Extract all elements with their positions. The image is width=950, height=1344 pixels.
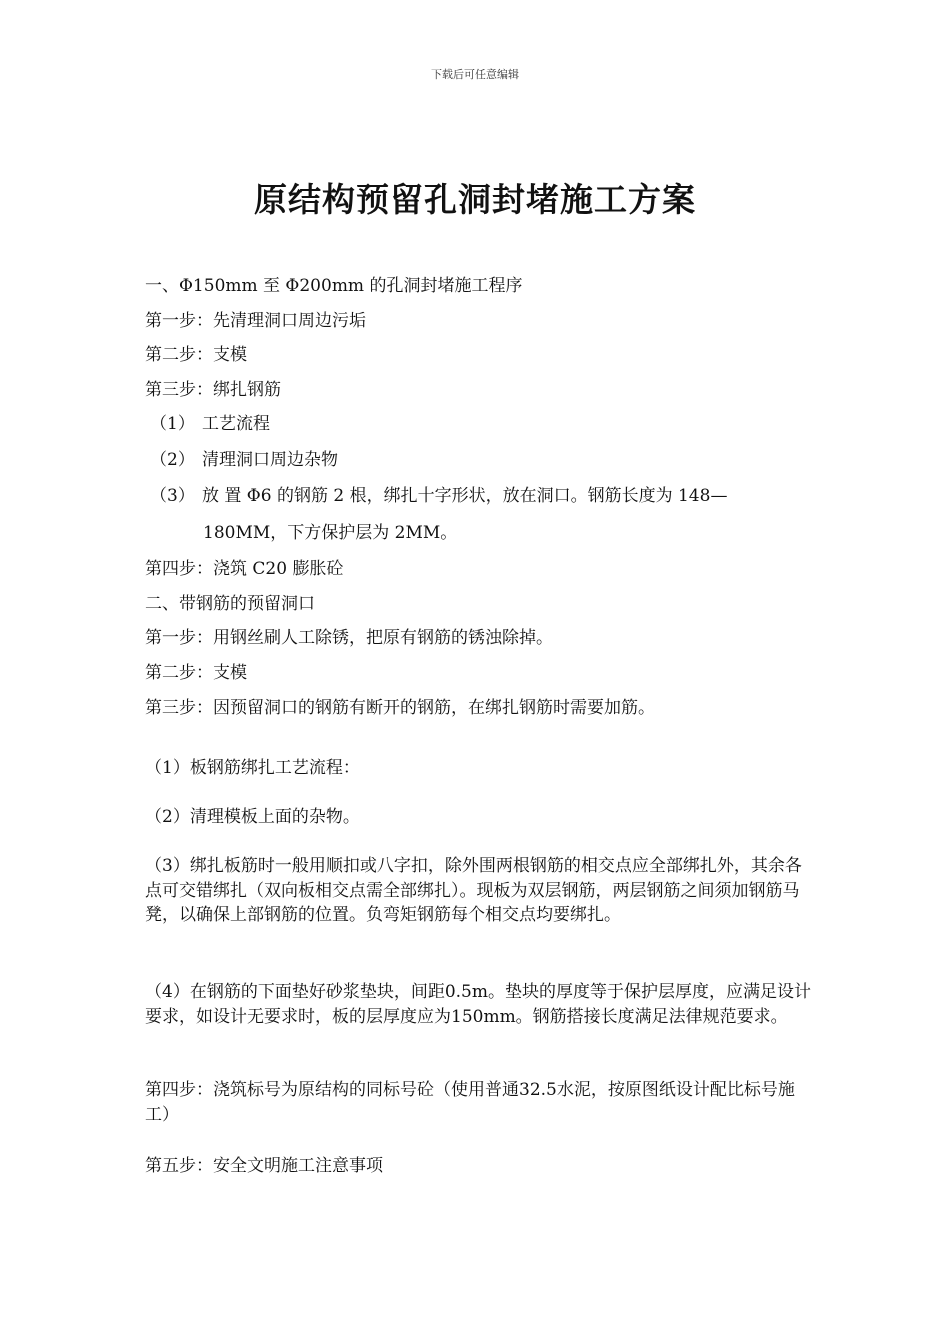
document-title: 原结构预留孔洞封堵施工方案 <box>254 180 696 219</box>
section2-step3: 第三步：因预留洞口的钢筋有断开的钢筋，在绑扎钢筋时需要加筋。 <box>145 698 655 718</box>
section2-paragraph-4: （4）在钢筋的下面垫好砂浆垫块，间距0.5m。垫块的厚度等于保护层厚度，应满足设计要求，如设计无要求时，板的层厚度应为150mm。钢筋搭接长度满足法律规范要求。 <box>145 982 811 1027</box>
section1-heading: 一、Φ150mm 至 Φ200mm 的孔洞封堵施工程序 <box>145 276 523 296</box>
section1-item-2 <box>150 448 338 472</box>
item-text: 清理洞口周边杂物 <box>202 450 338 470</box>
section1-step3: 第三步：绑扎钢筋 <box>145 380 281 400</box>
section2-step2: 第二步：支模 <box>145 663 247 683</box>
section1-item-3 <box>150 484 727 508</box>
section2-paragraph-1: （1）板钢筋绑扎工艺流程： <box>145 758 360 778</box>
item-number: （1） <box>150 414 195 434</box>
section1-item-3-continued: 180MM，下方保护层为 2MM。 <box>203 523 458 543</box>
section1-step4: 第四步：浇筑 C20 膨胀砼 <box>145 559 344 579</box>
section2-heading: 二、带钢筋的预留洞口 <box>145 594 315 614</box>
section2-paragraph-2: （2）清理模板上面的杂物。 <box>145 807 360 827</box>
item-number: （2） <box>150 450 195 470</box>
item-text: 放 置 Φ6 的钢筋 2 根，绑扎十字形状，放在洞口。钢筋长度为 148— <box>202 486 728 506</box>
item-text: 工艺流程 <box>202 414 270 434</box>
section1-step2: 第二步：支模 <box>145 345 247 365</box>
section1-step1: 第一步：先清理洞口周边污垢 <box>145 311 366 331</box>
section2-step5: 第五步：安全文明施工注意事项 <box>145 1156 383 1176</box>
section2-paragraph-3: （3）绑扎板筋时一般用顺扣或八字扣，除外围两根钢筋的相交点应全部绑扎外，其余各点可交错绑扎（双向板相交点需全部绑扎）。现板为双层钢筋，两层钢筋之间须加钢筋马凳，以确保上部钢筋的位置。负弯矩钢筋每个相交点均要绑扎。 <box>145 856 802 925</box>
section2-step1: 第一步：用钢丝刷人工除锈，把原有钢筋的锈浊除掉。 <box>145 628 553 648</box>
section2-step4: 第四步：浇筑标号为原结构的同标号砼（使用普通32.5水泥，按原图纸设计配比标号施工） <box>145 1080 795 1125</box>
section1-item-1 <box>150 412 270 436</box>
page-header: 下载后可任意编辑 <box>431 68 519 81</box>
item-number: （3） <box>150 486 195 506</box>
